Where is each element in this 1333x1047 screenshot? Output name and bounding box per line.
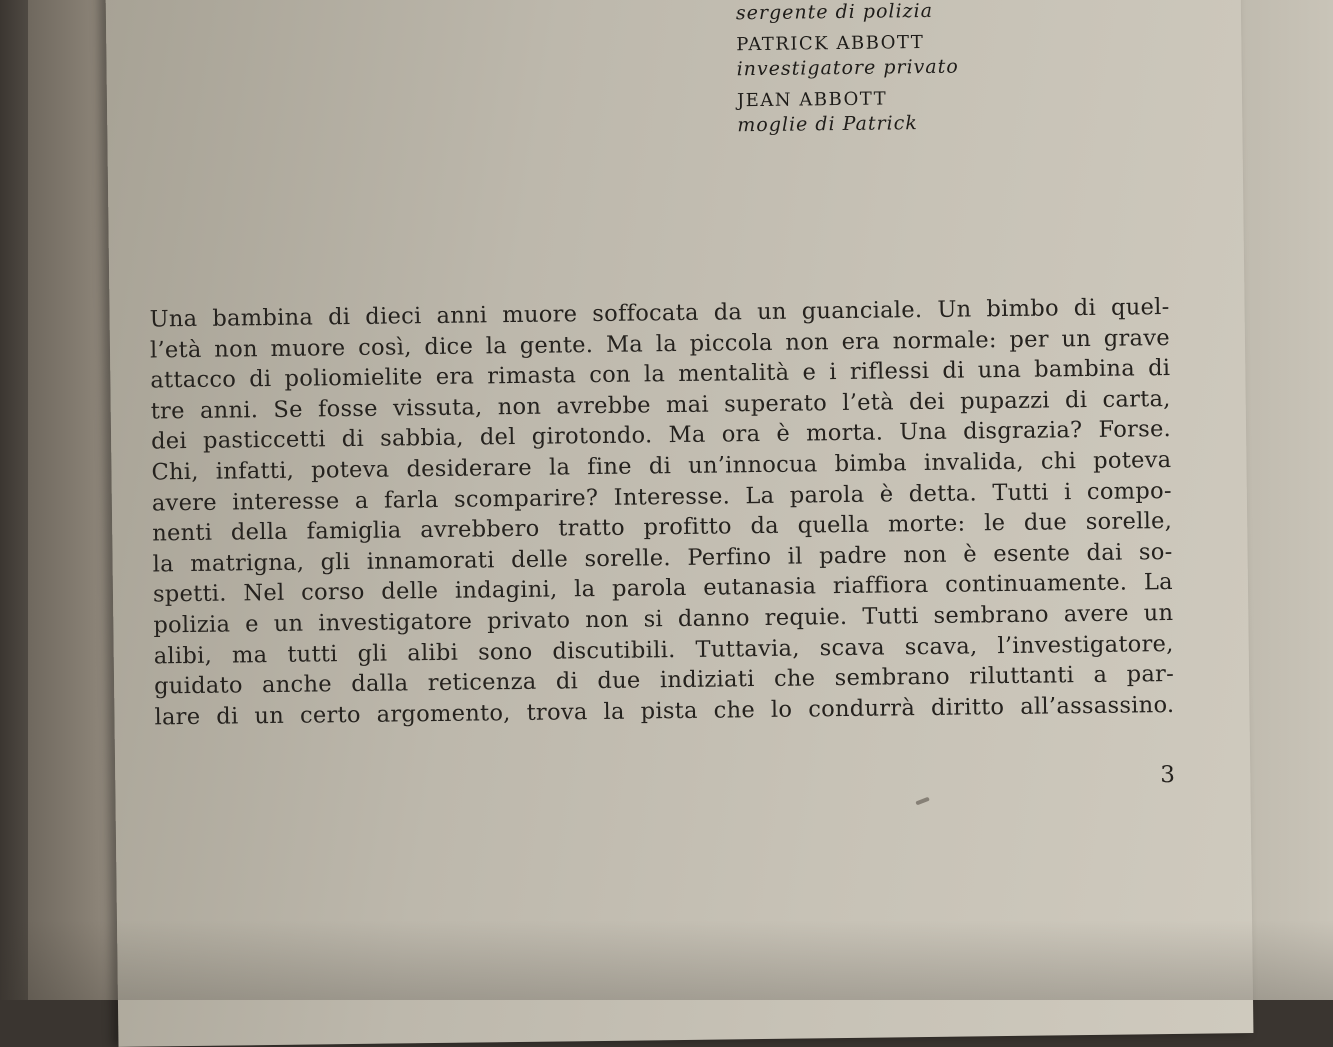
synopsis-line: l’età non muore così, dice la gente. Ma la piccola non era normale: per un grave (149, 324, 1171, 364)
synopsis-line: Una bambina di dieci anni muore soffocata da un guanciale. Un bimbo di quel- (149, 293, 1170, 333)
synopsis-line: polizia e un investigatore privato non si danno requie. Tutti sembrano avere un (153, 599, 1174, 639)
cast-role: sergente di polizia (735, 0, 934, 25)
synopsis-line: attacco di poliomielite era rimasta con la mentalità e i riflessi di una bambina di (150, 355, 1171, 394)
synopsis-line: la matrigna, gli innamorati delle sorelle. Perfino il padre non è esente dai so- (152, 538, 1173, 578)
ink-smudge (915, 797, 930, 806)
synopsis-line: alibi, ma tutti gli alibi sono discutibili. Tuttavia, scava scava, l’investigatore, (153, 630, 1174, 669)
cast-name: PATRICK ABBOTT (736, 31, 925, 56)
book-page (106, 0, 1254, 1047)
synopsis-line: lare di un certo argomento, trova la pista che lo condurrà diritto all’assassino. (154, 691, 1175, 731)
synopsis-line: spetti. Nel corso delle indagini, la parola eutanasia riaffiora continuamente. La (152, 569, 1174, 608)
synopsis-line: dei pasticcetti di sabbia, del girotondo. Ma ora è morta. Una disgrazia? Forse. (150, 416, 1172, 455)
synopsis-line: avere interesse a farla scomparire? Interesse. La parola è detta. Tutti i compo- (151, 477, 1172, 517)
cast-list (736, 0, 1098, 137)
cast-name: JEAN ABBOTT (736, 88, 888, 112)
synopsis-line: Chi, infatti, poteva desiderare la fine di un’innocua bimba invalida, chi poteva (151, 446, 1172, 486)
cast-role: moglie di Patrick (737, 112, 918, 137)
page-number: 3 (1160, 761, 1176, 789)
synopsis-line: guidato anche dalla reticenza di due indiziati che sembrano riluttanti a par- (153, 661, 1175, 700)
synopsis-line: tre anni. Se fosse vissuta, non avrebbe mai superato l’età dei pupazzi di carta, (150, 385, 1171, 425)
cast-role: investigatore privato (736, 55, 959, 81)
synopsis-line: nenti della famiglia avrebbero tratto profitto da quella morte: le due sorelle, (152, 508, 1173, 547)
synopsis-paragraph (149, 292, 1174, 733)
